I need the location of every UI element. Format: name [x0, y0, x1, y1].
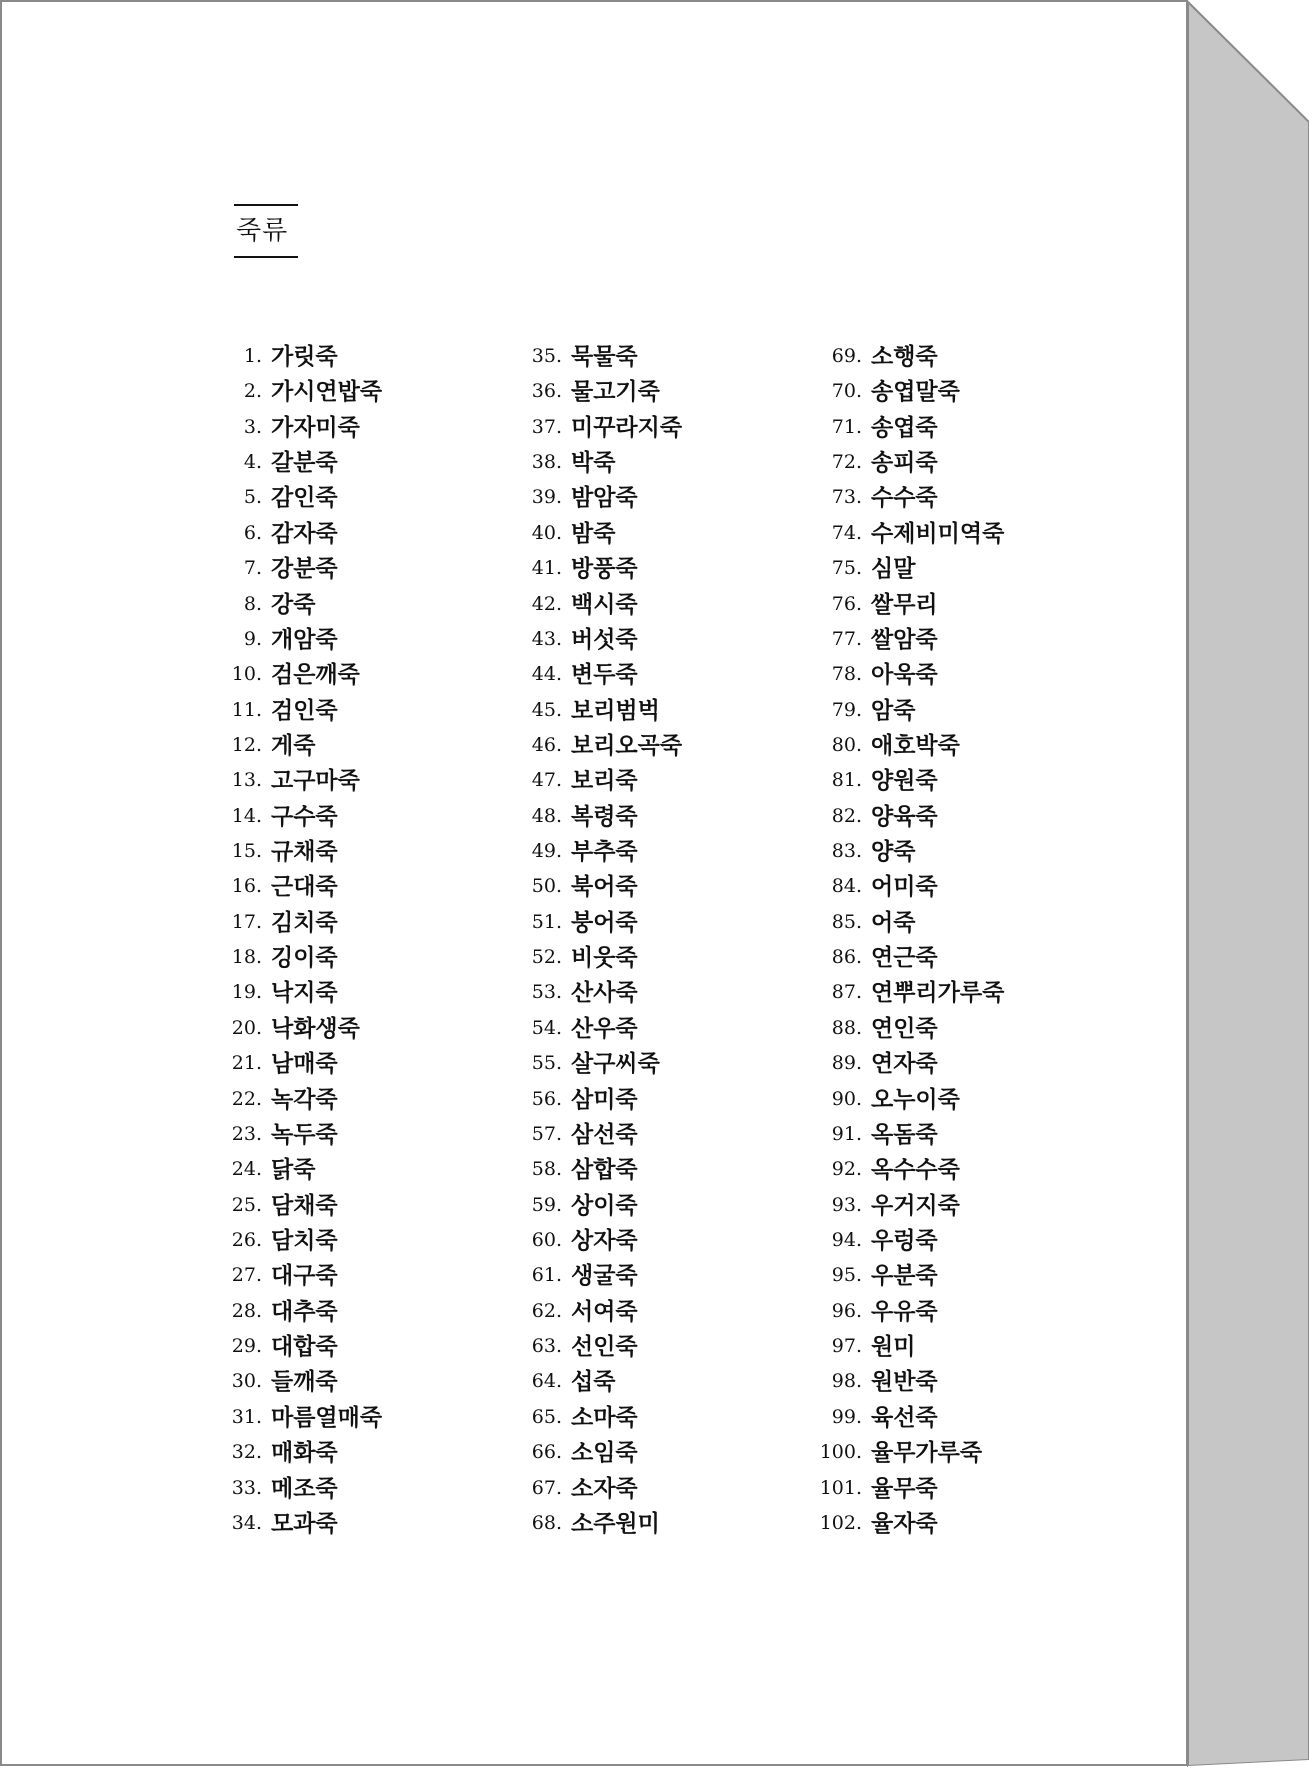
item-name: 송엽죽 [871, 413, 938, 441]
item-number: 81. [831, 769, 862, 792]
item-number: 78. [831, 663, 862, 686]
item-name: 비웃죽 [571, 944, 638, 972]
item-number: 79. [831, 698, 862, 721]
item-number: 13. [231, 769, 262, 792]
item-name: 박죽 [571, 449, 616, 477]
item-name: 검인죽 [271, 696, 338, 724]
item-name: 연뿌리가루죽 [871, 979, 1005, 1007]
item-name: 연자죽 [871, 1050, 938, 1078]
item-number: 35. [531, 345, 562, 367]
item-name: 소주원미 [571, 1509, 660, 1537]
item-name: 양원죽 [871, 767, 938, 795]
item-number: 42. [531, 592, 562, 615]
item-number: 49. [531, 840, 562, 863]
item-number: 3. [243, 415, 262, 438]
item-name: 소마죽 [571, 1403, 638, 1431]
item-number: 63. [531, 1335, 562, 1358]
item-name: 개암죽 [271, 625, 338, 653]
item-name: 생굴죽 [571, 1262, 638, 1290]
item-name: 율무죽 [871, 1474, 938, 1502]
item-number: 87. [831, 981, 862, 1004]
item-name: 복령죽 [571, 802, 638, 830]
item-number: 57. [531, 1122, 562, 1145]
item-name: 미꾸라지죽 [571, 413, 683, 441]
item-name: 구수죽 [271, 802, 338, 830]
item-name: 고구마죽 [271, 767, 360, 795]
item-number: 45. [531, 698, 562, 721]
item-name: 묵물죽 [571, 343, 638, 370]
item-name: 가자미죽 [271, 413, 360, 441]
item-name: 선인죽 [571, 1333, 638, 1361]
item-number: 21. [231, 1052, 262, 1075]
item-number: 66. [531, 1441, 562, 1464]
item-number: 25. [231, 1193, 262, 1216]
item-name: 변두죽 [571, 661, 638, 689]
item-name: 연근죽 [871, 944, 938, 972]
item-name: 쌀암죽 [871, 625, 938, 653]
item-name: 낙화생죽 [271, 1014, 360, 1042]
item-name: 대구죽 [271, 1262, 338, 1290]
item-number: 23. [231, 1122, 262, 1145]
item-name: 양육죽 [871, 802, 938, 830]
item-number: 28. [231, 1299, 262, 1322]
item-name: 양죽 [871, 838, 916, 866]
item-name: 암죽 [871, 696, 916, 724]
item-name: 소임죽 [571, 1439, 638, 1467]
item-name: 어미죽 [871, 873, 938, 901]
item-number: 10. [231, 663, 262, 686]
item-name: 소자죽 [571, 1474, 638, 1502]
item-number: 2. [243, 380, 262, 403]
item-name: 서여죽 [571, 1297, 638, 1325]
item-number: 77. [831, 627, 862, 650]
item-name: 김치죽 [271, 908, 338, 936]
item-number: 52. [531, 946, 562, 969]
item-number: 80. [831, 733, 862, 756]
item-number: 16. [231, 875, 262, 898]
item-number: 94. [831, 1228, 862, 1251]
item-name: 우거지죽 [871, 1191, 960, 1219]
item-name: 담채죽 [271, 1191, 338, 1219]
item-number: 76. [831, 592, 862, 615]
item-number: 5. [243, 486, 262, 509]
item-number: 24. [231, 1158, 262, 1181]
item-name: 메조죽 [271, 1474, 338, 1502]
item-name: 애호박죽 [871, 731, 960, 759]
item-name: 수수죽 [871, 484, 938, 512]
item-number: 9. [243, 627, 262, 650]
item-number: 27. [231, 1264, 262, 1287]
item-name: 들깨죽 [271, 1368, 338, 1396]
item-name: 섭죽 [571, 1368, 616, 1396]
item-name: 녹각죽 [271, 1085, 338, 1113]
item-name: 물고기죽 [571, 378, 660, 406]
item-name: 대추죽 [271, 1297, 338, 1325]
item-number: 20. [231, 1016, 262, 1039]
item-number: 29. [231, 1335, 262, 1358]
item-name: 소행죽 [871, 343, 938, 370]
item-number: 74. [831, 521, 862, 544]
item-name: 닭죽 [271, 1156, 316, 1184]
item-name: 어죽 [871, 908, 916, 936]
item-number: 55. [531, 1052, 562, 1075]
item-number: 18. [231, 946, 262, 969]
item-name: 근대죽 [271, 873, 338, 901]
item-name: 율자죽 [871, 1509, 938, 1537]
item-number: 65. [531, 1405, 562, 1428]
item-number: 56. [531, 1087, 562, 1110]
item-name: 매화죽 [271, 1439, 338, 1467]
item-number: 32. [231, 1441, 262, 1464]
item-number: 51. [531, 910, 562, 933]
item-number: 41. [531, 557, 562, 580]
item-name: 강분죽 [271, 555, 338, 583]
item-name: 옥수수죽 [871, 1156, 960, 1184]
item-number: 70. [831, 380, 862, 403]
item-name: 육선죽 [871, 1403, 938, 1431]
item-name: 상이죽 [571, 1191, 638, 1219]
item-number: 58. [531, 1158, 562, 1181]
item-number: 19. [231, 981, 262, 1004]
section-heading: 죽류 [234, 204, 298, 258]
item-name: 살구씨죽 [571, 1050, 660, 1078]
item-number: 4. [243, 451, 262, 474]
item-name: 율무가루죽 [871, 1439, 983, 1467]
item-name: 보리죽 [571, 767, 638, 795]
item-name: 깅이죽 [271, 944, 338, 972]
item-name: 담치죽 [271, 1226, 338, 1254]
item-name: 게죽 [271, 731, 316, 759]
item-name: 송엽말죽 [871, 378, 960, 406]
item-number: 15. [231, 840, 262, 863]
item-name: 북어죽 [571, 873, 638, 901]
item-number: 33. [231, 1476, 262, 1499]
item-number: 88. [831, 1016, 862, 1039]
item-name: 아욱죽 [871, 661, 938, 689]
item-number: 30. [231, 1370, 262, 1393]
item-name: 삼선죽 [571, 1120, 638, 1148]
item-number: 101. [819, 1476, 862, 1499]
item-number: 69. [831, 345, 862, 367]
item-number: 61. [531, 1264, 562, 1287]
item-number: 54. [531, 1016, 562, 1039]
item-name: 대합죽 [271, 1333, 338, 1361]
item-number: 44. [531, 663, 562, 686]
item-number: 72. [831, 451, 862, 474]
item-number: 12. [231, 733, 262, 756]
item-name: 연인죽 [871, 1014, 938, 1042]
item-name: 상자죽 [571, 1226, 638, 1254]
item-number: 37. [531, 415, 562, 438]
item-name: 남매죽 [271, 1050, 338, 1078]
item-name: 검은깨죽 [271, 661, 360, 689]
item-name: 가시연밥죽 [271, 378, 383, 406]
item-number: 40. [531, 521, 562, 544]
item-name: 감인죽 [271, 484, 338, 512]
item-number: 6. [243, 521, 262, 544]
item-number: 92. [831, 1158, 862, 1181]
item-number: 11. [231, 698, 262, 721]
item-name: 옥돔죽 [871, 1120, 938, 1148]
item-number: 73. [831, 486, 862, 509]
item-name: 우분죽 [871, 1262, 938, 1290]
item-number: 7. [243, 557, 262, 580]
item-number: 43. [531, 627, 562, 650]
item-number: 34. [231, 1511, 262, 1534]
item-number: 39. [531, 486, 562, 509]
item-number: 97. [831, 1335, 862, 1358]
item-number: 59. [531, 1193, 562, 1216]
item-number: 62. [531, 1299, 562, 1322]
item-name: 우렁죽 [871, 1226, 938, 1254]
item-name: 방풍죽 [571, 555, 638, 583]
item-number: 8. [243, 592, 262, 615]
item-name: 감자죽 [271, 519, 338, 547]
item-number: 95. [831, 1264, 862, 1287]
item-number: 91. [831, 1122, 862, 1145]
item-number: 60. [531, 1228, 562, 1251]
item-name: 밤암죽 [571, 484, 638, 512]
item-name: 송피죽 [871, 449, 938, 477]
item-number: 98. [831, 1370, 862, 1393]
item-name: 녹두죽 [271, 1120, 338, 1148]
item-number: 96. [831, 1299, 862, 1322]
item-number: 1. [243, 345, 262, 367]
item-name: 보리범벅 [571, 696, 660, 724]
item-name: 삼미죽 [571, 1085, 638, 1113]
item-number: 46. [531, 733, 562, 756]
item-number: 93. [831, 1193, 862, 1216]
item-number: 14. [231, 804, 262, 827]
item-number: 83. [831, 840, 862, 863]
item-number: 90. [831, 1087, 862, 1110]
item-number: 99. [831, 1405, 862, 1428]
item-number: 86. [831, 946, 862, 969]
item-name: 심말 [871, 555, 916, 583]
item-name: 낙지죽 [271, 979, 338, 1007]
item-number: 75. [831, 557, 862, 580]
item-number: 50. [531, 875, 562, 898]
item-name: 가릿죽 [271, 343, 338, 370]
item-number: 68. [531, 1511, 562, 1534]
item-name: 원반죽 [871, 1368, 938, 1396]
item-number: 85. [831, 910, 862, 933]
item-number: 67. [531, 1476, 562, 1499]
item-number: 84. [831, 875, 862, 898]
item-number: 36. [531, 380, 562, 403]
item-number: 71. [831, 415, 862, 438]
item-number: 31. [231, 1405, 262, 1428]
item-name: 갈분죽 [271, 449, 338, 477]
item-name: 우유죽 [871, 1297, 938, 1325]
item-number: 64. [531, 1370, 562, 1393]
item-name: 버섯죽 [571, 625, 638, 653]
item-name: 밤죽 [571, 519, 616, 547]
item-name: 모과죽 [271, 1509, 338, 1537]
item-name: 붕어죽 [571, 908, 638, 936]
item-number: 26. [231, 1228, 262, 1251]
item-number: 53. [531, 981, 562, 1004]
item-number: 48. [531, 804, 562, 827]
item-number: 102. [819, 1511, 862, 1534]
item-name: 삼합죽 [571, 1156, 638, 1184]
item-name: 산우죽 [571, 1014, 638, 1042]
item-name: 부추죽 [571, 838, 638, 866]
item-name: 원미 [871, 1333, 916, 1361]
item-number: 89. [831, 1052, 862, 1075]
item-name: 백시죽 [571, 590, 638, 618]
item-number: 47. [531, 769, 562, 792]
item-number: 17. [231, 910, 262, 933]
item-name: 쌀무리 [871, 590, 938, 618]
item-name: 오누이죽 [871, 1085, 960, 1113]
item-number: 82. [831, 804, 862, 827]
item-number: 22. [231, 1087, 262, 1110]
item-name: 산사죽 [571, 979, 638, 1007]
item-name: 보리오곡죽 [571, 731, 683, 759]
item-name: 마름열매죽 [271, 1403, 383, 1431]
item-name: 강죽 [271, 590, 316, 618]
item-number: 38. [531, 451, 562, 474]
item-number: 100. [819, 1441, 862, 1464]
item-name: 수제비미역죽 [871, 519, 1005, 547]
item-name: 규채죽 [271, 838, 338, 866]
